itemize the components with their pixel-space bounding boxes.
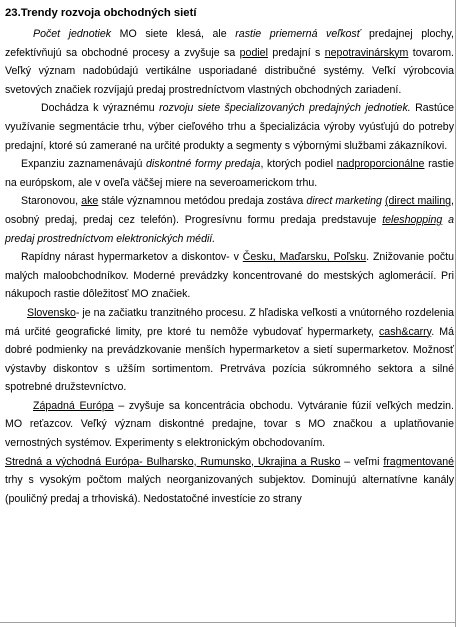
text-run: diskontné formy predaja (146, 158, 261, 171)
text-run: predajní s (267, 46, 325, 59)
text-run: cash&carry (379, 325, 432, 338)
text-run: - je na začiatku tranzitného procesu. Z hľadiska veľkosti a vnútorného rozdelenia má určité geografické limity, pre ktoré tu nemôže vybudovať hypermarkety, (5, 306, 454, 338)
paragraph (5, 99, 454, 155)
paragraph (5, 248, 454, 304)
text-run: fragmentované (383, 455, 454, 468)
text-run: nadproporcionálne (336, 158, 425, 171)
text-run: ake (81, 195, 99, 208)
text-run: teleshopping (382, 213, 443, 226)
text-run: trhy s vysokým počtom malých neorganizovaných subjektov. Dominujú alternatívne kanály (pouličný predaj a trhoviská). Nedostatočné investície zo strany (5, 474, 454, 505)
paragraph (5, 397, 454, 453)
text-run: tovarom. Veľký význam nadobúdajú vertikálne usporiadané distribučné systémy. Veľkí výrobcovia svetových značiek rozvíjajú predaj prostredníctvom vlastných obchodných zariadení. (5, 46, 454, 96)
text-run: a predaj prostredníctvom elektronických médií. (5, 213, 454, 245)
text-run: rastie priemerná veľkosť (235, 28, 361, 40)
text-run: stále významnou metódou predaja zostáva (98, 195, 307, 208)
text-run: (direct mailing (384, 195, 452, 208)
paragraph (5, 453, 454, 509)
text-run: podiel (239, 46, 268, 59)
text-run: , ktorých podiel (260, 158, 337, 171)
text-run: – veľmi (340, 455, 384, 468)
text-run: predajnej plochy, zefektívňujú sa obchodné procesy a zvyšuje sa (5, 28, 454, 59)
paragraph (5, 304, 454, 397)
text-run: Expanziu zaznamenávajú (21, 158, 147, 171)
text-run: Stredná a východná Európa- Bulharsko, Rumunsko, Ukrajina a Rusko (5, 455, 341, 468)
text-run: Počet jednotiek (33, 28, 112, 40)
section-heading: 23.Trendy rozvoja obchodných sietí (5, 7, 197, 19)
text-run: MO siete klesá, ale (111, 28, 236, 40)
text-run: direct marketing (306, 195, 382, 208)
page-edge-bottom (0, 622, 456, 623)
text-run: Staronovou, (21, 195, 82, 208)
document-body[interactable] (5, 6, 454, 508)
text-run: nepotravinárskym (324, 46, 409, 59)
paragraph-list (5, 25, 454, 508)
text-run: . Znižovanie počtu malých maloobchodníkov. Moderné prevádzky koncentrované do mestských aglomerácií. Pri nákupoch rastie dôležitosť MO značiek. (5, 251, 454, 301)
paragraph (5, 192, 454, 248)
text-run: rastie na európskom, ale v oveľa väčšej miere na severoamerickom trhu. (5, 158, 454, 189)
text-run: Rapídny nárast hypermarketov a diskontov- v (21, 251, 243, 264)
paragraph (5, 25, 454, 99)
text-run: Dochádza k výraznému (41, 102, 160, 115)
text-run: Západná Európa (33, 399, 114, 412)
text-run: Česku, Maďarsku, Poľsku (242, 251, 367, 264)
text-run: Rastúce využívanie segmentácie trhu, výber cieľového trhu a špecializácia výroby vyúsťujú do potreby predajní, ktoré sú zamerané na určité produkty a segmenty s výbornými službami zákazníkovi. (5, 102, 455, 152)
text-run: Slovensko (27, 306, 76, 319)
text-run: , osobný predaj, predaj cez telefón). Progresívnu formu predaja predstavuje (5, 195, 454, 226)
paragraph (5, 155, 454, 192)
text-run: – zvyšuje sa koncentrácia obchodu. Vytváranie fúzií veľkých medzin. MO reťazcov. Veľký význam diskontné predajne, tovar s MO značkou a uplatňovanie vernostných systémov. Experimenty s elektronickým obchodovaním. (5, 399, 454, 450)
text-run: rozvoju siete špecializovaných predajných jednotiek. (159, 102, 411, 115)
text-run: . Má dobré podmienky na prevádzkovanie menších hypermarketov a sietí supermarketov. Možnosť výstavby diskontov s užším sortimentom. Pretrváva pozícia súkromného sektora a silné spotrebné družstevníctvo. (5, 325, 454, 394)
